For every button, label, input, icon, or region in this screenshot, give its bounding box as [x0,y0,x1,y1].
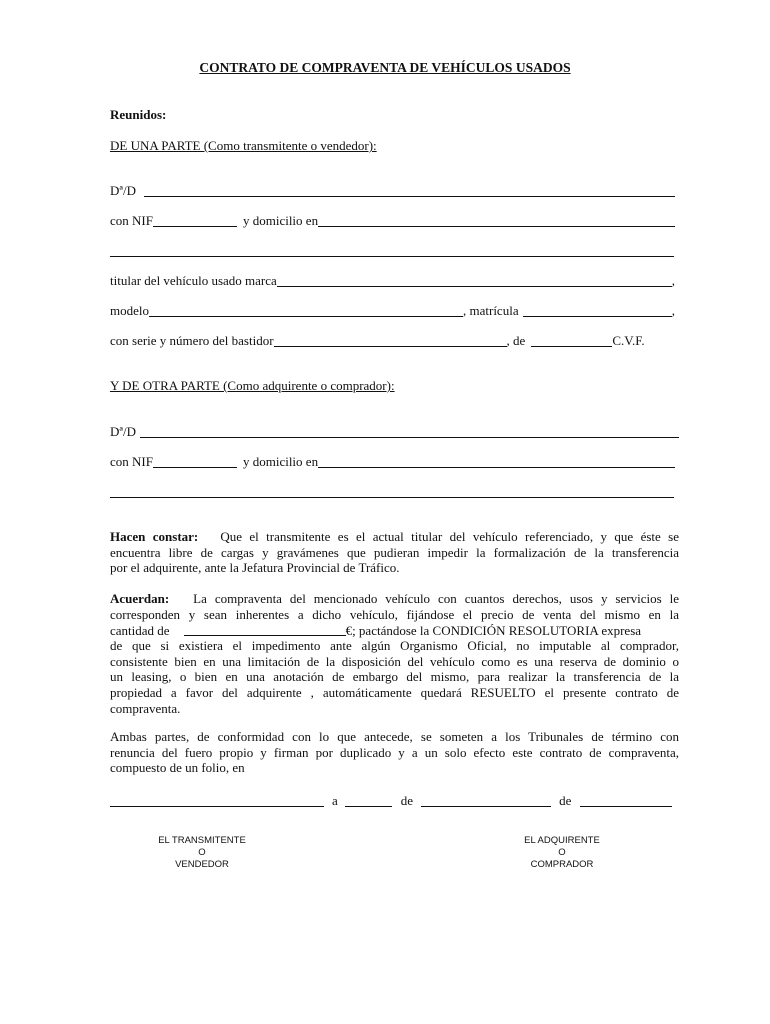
day-field[interactable] [345,793,392,807]
acuerdan-line-2: corresponden y sean inherentes a dicho vehículo, fijándose el precio de venta del mismo en la [110,606,679,622]
seller-matricula-label: , matrícula [463,303,519,318]
seller-signature-line-2: O [198,847,206,858]
seller-nif-field[interactable] [153,213,237,227]
buyer-domicilio-label: y domicilio en [242,454,319,469]
acuerdan-label: Acuerdan: [110,591,170,606]
seller-section-header: DE UNA PARTE (Como transmitente o vendedor): [110,138,377,153]
seller-modelo-field[interactable] [149,303,463,317]
buyer-domicilio-field[interactable] [318,454,675,468]
acuerdan-line-3 [110,622,679,638]
seller-nif-label: con NIF [110,213,153,228]
acuerdan-line-7: propiedad a favor del adquirente , automáticamente quedará RESUELTO el presente contrato de [110,684,679,700]
acuerdan-paragraph [110,591,679,716]
ambas-line-1: Ambas partes, de conformidad con lo que antecede, se someten a los Tribunales de término con [110,729,679,744]
hacen-constar-line-2: encuentra libre de cargas y gravámenes que pudieran impedir la formalización de la transferencia [110,544,679,560]
ambas-partes-paragraph [110,729,679,776]
buyer-name-label: Dª/D [110,424,136,439]
seller-signature-line-1: EL TRANSMITENTE [158,835,246,846]
seller-signature-block [122,835,282,871]
ambas-line-2: renuncia del fuero propio y firman por duplicado y a un solo efecto este contrato de compraventa, [110,744,679,760]
buyer-address-continuation-field[interactable] [110,497,674,498]
acuerdan-cantidad-label: cantidad de [110,622,170,638]
seller-signature-line-3: VENDEDOR [175,859,229,870]
contract-title: CONTRATO DE COMPRAVENTA DE VEHÍCULOS USADOS [199,60,571,75]
hacen-constar-label: Hacen constar: [110,529,199,544]
acuerdan-line-4: de que si existiera el impedimento ante algún Organismo Oficial, no imputable al comprador, [110,638,679,654]
date-a-label: a [332,793,338,808]
seller-de-label: , de [506,333,526,348]
buyer-name-row [110,422,679,440]
acuerdan-line-8: compraventa. [110,700,181,716]
buyer-section-header: Y DE OTRA PARTE (Como adquirente o comprador): [110,378,395,393]
buyer-nif-field[interactable] [153,454,237,468]
seller-domicilio-field[interactable] [318,213,675,227]
seller-marca-label: titular del vehículo usado marca [110,273,277,288]
date-de-label-2: de [559,793,572,808]
seller-nif-row [110,211,675,229]
seller-name-label: Dª/D [110,183,136,198]
seller-bastidor-label: con serie y número del bastidor [110,333,274,348]
seller-marca-row [110,271,675,289]
acuerdan-text-1: La compraventa del mencionado vehículo con cuantos derechos, usos y servicios le [193,591,679,606]
month-field[interactable] [421,793,551,807]
buyer-signature-line-2: O [558,847,566,858]
seller-bastidor-row [110,331,675,349]
buyer-nif-row [110,452,675,470]
hacen-constar-line-3: por el adquirente, ante la Jefatura Provincial de Tráfico. [110,560,400,576]
seller-matricula-field[interactable] [523,303,672,317]
seller-marca-comma: , [671,273,675,288]
place-date-row [110,791,672,809]
seller-cvf-label: C.V.F. [612,333,645,348]
seller-matricula-comma: , [671,303,675,318]
date-de-label-1: de [400,793,414,808]
buyer-signature-line-1: EL ADQUIRENTE [524,835,600,846]
acuerdan-line-6: un leasing, o bien en una anotación de embargo del mismo, para realizar la transferencia de la [110,669,679,685]
reunidos-heading: Reunidos: [110,107,167,122]
place-field[interactable] [110,793,324,807]
acuerdan-cantidad-text: €; pactándose la CONDICIÓN RESOLUTORIA expresa [345,622,642,638]
seller-name-row [110,181,675,199]
ambas-line-3: compuesto de un folio, en [110,760,245,776]
seller-marca-field[interactable] [277,273,672,287]
buyer-signature-block [482,835,642,871]
seller-name-field[interactable] [144,183,675,197]
seller-modelo-label: modelo [110,303,149,318]
buyer-signature-line-3: COMPRADOR [530,859,594,870]
year-field[interactable] [580,793,672,807]
acuerdan-line-5: consistente bien en una limitación de la disposición del vehículo como es una reserva de dominio o [110,653,679,669]
seller-modelo-row [110,301,675,319]
buyer-name-field[interactable] [140,424,679,438]
buyer-nif-label: con NIF [110,454,153,469]
acuerdan-line-1 [110,591,679,607]
hacen-constar-line-1 [110,529,679,545]
seller-cvf-field[interactable] [531,333,612,347]
seller-address-continuation-field[interactable] [110,256,674,257]
seller-domicilio-label: y domicilio en [242,213,319,228]
hacen-constar-text-1: Que el transmitente es el actual titular del vehículo referenciado, y que éste se [220,529,679,544]
seller-bastidor-field[interactable] [274,333,507,347]
hacen-constar-paragraph [110,529,679,576]
price-field[interactable] [184,622,346,636]
